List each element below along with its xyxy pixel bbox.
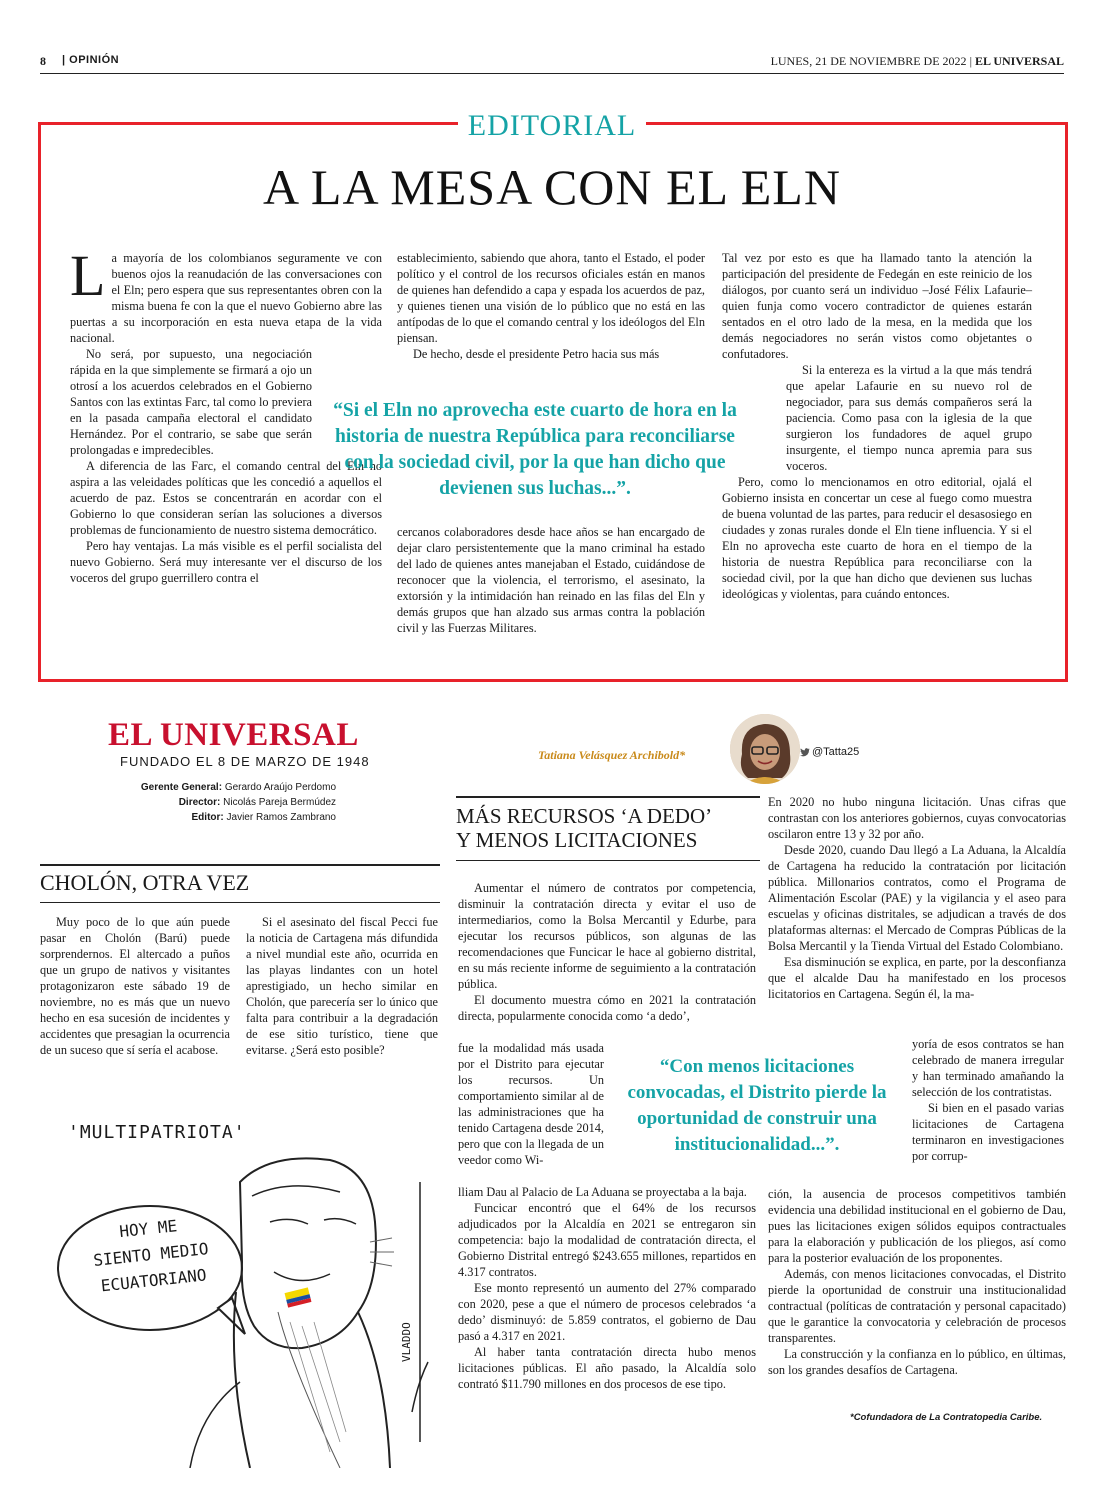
editorial-headline: A LA MESA CON EL ELN — [263, 159, 841, 215]
column-2-top — [768, 794, 1066, 1002]
column-1-narrow — [458, 1040, 604, 1168]
editorial-column-3 — [722, 250, 1032, 602]
paragraph: ción, la ausencia de procesos competitivos también evidencia una debilidad institucional en el gobierno de Dau, pues las licitaciones exigen sólidos equipos contractuales para la elaboración y publicación de los pliegos, así como para la posterior evaluación de los proponentes. — [768, 1187, 1066, 1265]
speech-bubble-text: HOY ME SIENTO MEDIO ECUATORIANO — [92, 1216, 210, 1296]
author-name: Tatiana Velásquez Archibold* — [538, 748, 686, 762]
paragraph: Si el asesinato del fiscal Pecci fue la noticia de Cartagena más difundida a nivel mundial este año, ocurrida en las playas lindantes con un hotel aprestigiado, un hecho similar en Cholón, que parecería ser lo único que falta para contribuir a la degradación de ese sitio turístico, tiene que evitarse. ¿Será esto posible? — [246, 915, 438, 1057]
paragraph: yoría de esos contratos se han celebrado de manera irregular y han terminado amañando la selección de los contratistas. — [912, 1037, 1064, 1099]
paragraph: lliam Dau al Palacio de La Aduana se proyectaba a la baja. — [458, 1185, 747, 1199]
paragraph: Muy poco de lo que aún puede pasar en Cholón (Barú) puede sorprendernos. El altercado a puños que un grupo de nativos y visitantes protagonizaron este sábado 19 de noviembre, no es más que un nuevo hecho en esa sucesión de incidentes y accidentes que presagian la ocurrencia de un suceso que sí sería el acabose. — [40, 915, 230, 1057]
cholon-column-1 — [40, 914, 230, 1058]
editorial-kicker: EDITORIAL — [0, 108, 1104, 144]
paragraph: Ese monto representó un aumento del 27% comparado con 2020, pese a que el número de procesos celebrados ‘a dedo’ disminuyó: de 5.859 contratos, el gobierno de Dau pasó a 4.317 en 2021. — [458, 1281, 756, 1343]
paragraph: No será, por supuesto, una negociación rápida en la que simplemente se firmará a ojo un otrosí a los acuerdos celebrados en el Gobierno Santos con las extintas Farc, tal como lo previera en la pasada campaña electoral el candidato Hernández. Por el contrario, se sabe que serán prolongadas e impredecibles. — [70, 347, 312, 457]
twitter-icon — [800, 748, 810, 757]
page-header — [40, 52, 1064, 74]
column-1-top — [458, 880, 756, 1024]
divider — [40, 902, 440, 903]
author-handle: @Tatta25 — [812, 746, 860, 758]
founded-line: FUNDADO EL 8 DE MARZO DE 1948 — [120, 754, 370, 769]
column-2-narrow — [912, 1036, 1064, 1164]
editorial-column-2-bottom — [397, 524, 705, 636]
staff-row: Gerente General: Gerardo Araújo Perdomo — [140, 782, 336, 793]
author-photo — [730, 714, 800, 784]
editorial-pull-quote: “Si el Eln no aprovecha este cuarto de hora en la historia de nuestra República para reconciliarse con la sociedad civil, por la que han dicho que devienen sus luchas...”. — [333, 400, 737, 499]
author-footnote: *Cofundadora de La Contratopedia Caribe. — [850, 1412, 1043, 1423]
column-2-bottom — [768, 1186, 1066, 1378]
paragraph: El documento muestra cómo en 2021 la contratación directa, popularmente conocida como ‘a dedo’, — [458, 993, 756, 1023]
paragraph: Esa disminución se explica, en parte, por la desconfianza que el alcalde Dau ha manifestado en los procesos licitatorios en Cartagena. Según él, la ma- — [768, 955, 1066, 1001]
cartoonist-signature: VLADDO — [400, 1322, 413, 1362]
paragraph: fue la modalidad más usada por el Distrito para ejecutar los recursos. Un comportamiento similar al de las administraciones que ha tenido Cartagena desde 2014, pero que con la llegada de un veedor como Wi- — [458, 1041, 604, 1167]
column-title: MÁS RECURSOS ‘A DEDO’ Y MENOS LICITACIONES — [456, 804, 713, 852]
paragraph: Pero, como lo mencionamos en otro editorial, ojalá el Gobierno insista en concertar un cese al fuego como muestra de buena voluntad de las partes, para reducir el desasosiego en ciudades y zonas rurales donde el Eln tiene influencia. Y si el Eln no aprovecha este cuarto de hora en el tiempo de la historia de nuestra República para reconciliarse con la sociedad civil, por la que han dicho que devienen sus luchas ideológicas y violentas, para cuándo entonces. — [722, 475, 1032, 601]
divider — [456, 796, 760, 798]
paragraph: Pero hay ventajas. La más visible es el perfil socialista del nuevo Gobierno. Será muy interesante ver el discurso de los voceros del grupo guerrillero contra el — [70, 539, 382, 585]
staff-row: Director: Nicolás Pareja Bermúdez — [178, 797, 336, 808]
column-pull-quote: “Con menos licitaciones convocadas, el Distrito pierde la oportunidad de construir una institucionalidad...”. — [627, 1056, 887, 1155]
paragraph: cercanos colaboradores desde hace años se han encargado de dejar claro persistentemente que la mano criminal ha estado del lado de quienes antes manejaban el Estado, cuidándose de reconocer que la violencia, el terrorismo, el asesinato, la extorsión y la intimidación han reinado en las filas del Eln y demás grupos que han alzado sus armas contra la población civil y las Fuerzas Militares. — [397, 525, 705, 635]
page-number: 8 — [40, 54, 46, 68]
staff-box — [60, 780, 336, 825]
paragraph: Además, con menos licitaciones convocadas, el Distrito pierde la oportunidad de construir una institucionalidad contractual (políticas de contratación y personal capacitado) que le garantice la convocatoria y celebración de procesos transparentes. — [768, 1267, 1066, 1345]
paragraph: A diferencia de las Farc, el comando central del Eln no aspira a las veleidades políticas que les concedió a aquellos el acuerdo de paz. Estos se concentrarán en acordar con el Gobierno lo que consideran serían las soluciones a diversos problemas de funcionamiento de nuestro sistema democrático. — [70, 459, 382, 537]
paragraph: De hecho, desde el presidente Petro hacia sus más — [413, 347, 660, 361]
divider — [40, 864, 440, 866]
paragraph: Si bien en el pasado varias licitaciones de Cartagena terminaron en investigaciones por corrup- — [912, 1101, 1064, 1163]
divider — [456, 860, 760, 861]
paragraph: Desde 2020, cuando Dau llegó a La Aduana, la Alcaldía de Cartagena ha reducido la contratación por licitación pública. Millonarios contratos, como el Programa de Alimentación Escolar (PAE) y la vigilancia y el aseo para escuelas y oficinas distritales, se adjudican a través de dos plataformas alternas: el Mercado de Compras Públicas de la Bolsa Mercantil y la Tienda Virtual del Estado Colombiano. — [768, 843, 1066, 953]
cartoon — [40, 1112, 440, 1468]
newspaper-logo: EL UNIVERSAL — [108, 717, 359, 753]
cholon-title: CHOLÓN, OTRA VEZ — [40, 870, 250, 895]
section-name: | OPINIÓN — [62, 54, 120, 66]
paragraph: Si la entereza es la virtud a la que más tendrá que apelar Lafaurie en su nuevo rol de negociador, para sus demás compañeros será la paciencia. Como pasa con la iglesia de la que surgieron los fundadores de aquel grupo insurgente, el tiempo nunca apremia para sus voceros. — [786, 363, 1032, 473]
paragraph: La construcción y la confianza en lo público, en últimas, son los grandes desafíos de Cartagena. — [768, 1347, 1066, 1377]
paragraph: Tal vez por esto es que ha llamado tanto la atención la participación del presidente de Fedegán en este reinicio de los diálogos, por cuanto será un individuo –José Félix Lafaurie– quien funja como vocero contradictor de quienes estarán sentados en el otro lado de la mesa, en la medida que los demás negociadores no serán vistos como objetantes o confutadores. — [722, 251, 1032, 361]
staff-row: Editor: Javier Ramos Zambrano — [191, 812, 336, 823]
paragraph: Aumentar el número de contratos por competencia, disminuir la contratación directa y evitar el uso de intermediarios, como la Bolsa Mercantil y Edurbe, para ejecutar los recursos públicos, son algunas de las recomendaciones que Funcicar le hace al gobierno distrital, en su más reciente informe de seguimiento a la contratación pública. — [458, 881, 756, 991]
issue-date: LUNES, 21 DE NOVIEMBRE DE 2022 | EL UNIVERSAL — [770, 54, 1064, 68]
cholon-column-2 — [246, 914, 438, 1058]
paragraph: Funcicar encontró que el 64% de los recursos adjudicados por la Alcaldía en 2021 se entregaron sin competencia: bajo la modalidad de contratación directa, el Gobierno Distrital entregó $243.655 millones, repartidos en 4.317 contratos. — [458, 1201, 756, 1279]
paragraph: En 2020 no hubo ninguna licitación. Unas cifras que contrastan con los anteriores gobiernos, cuyas convocatorias oscilaron entre 13 y 32 por año. — [768, 795, 1066, 841]
column-1-bottom — [458, 1184, 756, 1392]
editorial-column-2-top — [397, 250, 705, 362]
paragraph: establecimiento, sabiendo que ahora, tanto el Estado, el poder político y el control de los recursos oficiales están en manos de quienes han defendido a capa y espada los acuerdos de paz, y quienes tienen una visión de lo público que no está en las antípodas de lo que el comando central y los ideólogos del Eln piensan. — [397, 251, 705, 345]
paragraph: Al haber tanta contratación directa hubo menos licitaciones públicas. El año pasado, la Alcaldía solo contrató $11.790 millones en dos procesos de ese tipo. — [458, 1345, 756, 1391]
paragraph: La mayoría de los colombianos seguramente ve con buenos ojos la reanudación de las conversaciones con el Eln; pero espera que sus representantes obren con la misma buena fe con la que el nuevo Gobierno abre las puertas a su incorporación en esta nueva etapa de la vida nacional. — [70, 243, 382, 345]
cartoon-label: 'MULTIPATRIOTA' — [68, 1122, 246, 1143]
drop-cap: L — [70, 243, 106, 308]
avatar — [730, 714, 800, 784]
